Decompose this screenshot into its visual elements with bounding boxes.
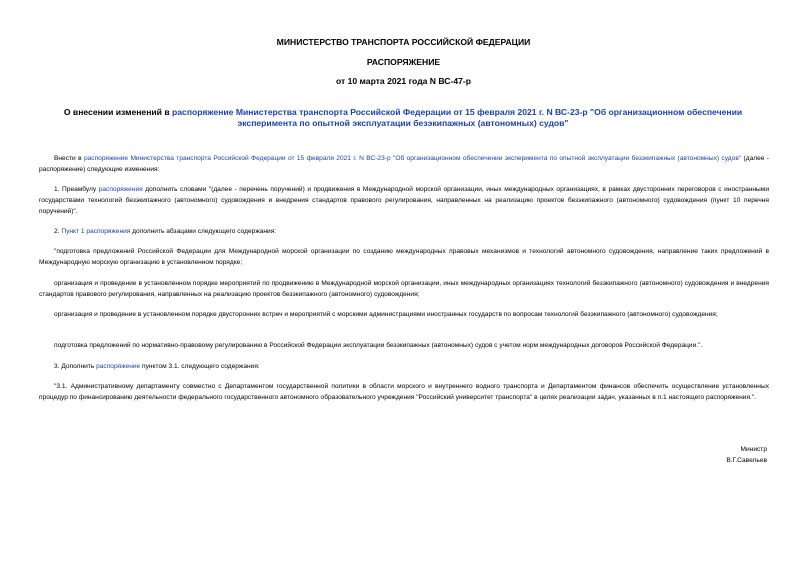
title-prefix: О внесении изменений в: [63, 107, 173, 117]
item-2-paragraph: [39, 226, 769, 237]
added-paragraph-4-text: подготовка предложений по нормативно-правовому регулированию в Российской Федерации эксплуатации безэкипажных (автономных) судов с учетом норм международных договоров Российской Федерации.".: [54, 342, 703, 349]
item-3-suffix: пунктом 3.1. следующего содержания:: [140, 363, 260, 370]
title-order-link[interactable]: распоряжение Министерства транспорта Российской Федерации от 15 февраля 2021 г. N ВС-23-р "Об организационном обеспечении эксперимента по опытной эксплуатации безэкипажных (автономных) судов": [172, 107, 743, 128]
item-3-paragraph: [39, 361, 769, 372]
added-paragraph-1: [39, 246, 769, 268]
intro-suffix: (далее - распоряжение) следующие изменения:: [39, 155, 770, 174]
added-paragraph-1-text: "подготовка предложений Российской Федерации для Международной морской организации по созданию международных правовых механизмов и технологий автономного судовождения, направление таких предложений в Международную морскую организацию в установленном порядке;: [39, 248, 769, 267]
item-3-link[interactable]: распоряжение: [96, 363, 141, 370]
added-paragraph-2: [39, 278, 769, 300]
signature-name: В.Г.Савельев: [726, 457, 767, 464]
added-paragraph-3-text: организация и проведение в установленном порядке двусторонних встреч и мероприятий с морскими администрациями иностранных государств по вопросам технологий безэкипажного (автономного) судовождения;: [54, 311, 718, 318]
intro-prefix: Внести в: [54, 155, 84, 162]
item-2-prefix: 2.: [54, 228, 62, 235]
document-type: РАСПОРЯЖЕНИЕ: [366, 57, 441, 67]
added-paragraph-2-text: организация и проведение в установленном порядке мероприятий по продвижению в Международной морской организации, иных международных организациях технологий безэкипажного (автономного) судовождения и внедрения стандартов правового регулирования, направленных на реализацию проектов безэкипажного (автономного) судовождения;: [39, 280, 769, 299]
item-1-paragraph: [39, 184, 769, 218]
item-1-prefix: 1. Преамбулу: [54, 186, 99, 193]
ministry-heading: МИНИСТЕРСТВО ТРАНСПОРТА РОССИЙСКОЙ ФЕДЕРАЦИИ: [276, 37, 531, 47]
intro-order-link[interactable]: распоряжение Министерства транспорта Российской Федерации от 15 февраля 2021 г. N ВС-23-р "Об организационном обеспечении эксперимента по опытной эксплуатации безэкипажных (автономных) судов": [83, 155, 742, 162]
item-3-text: "3.1. Административному департаменту совместно с Департаментом государственной политики в области морского и внутреннего водного транспорта и Департаментом финансов обеспечить осуществление установленных процедур по финансированию деятельности федерального государственного автономного образовательного учреждения "Российский университет транспорта" в целях реализации задач, указанных в п.1 настоящего распоряжения.".: [39, 383, 769, 402]
intro-paragraph: [39, 153, 769, 175]
added-paragraph-4: [39, 340, 769, 351]
document-title: [60, 107, 746, 129]
item-1-link[interactable]: распоряжения: [98, 186, 143, 193]
item-2-suffix: дополнить абзацами следующего содержания:: [130, 228, 277, 235]
document-date-number: от 10 марта 2021 года N ВС-47-р: [335, 76, 472, 86]
added-paragraph-3: [39, 309, 769, 320]
item-1-suffix: дополнить словами "(далее - перечень поручений) и продвижения в Международной морской организации, иных международных организациях, в рамках двусторонних переговоров с иностранными государствами технологий безэкипажного (автономного) судовождения и внедрения стандартов правового регулирования, направленных на реализацию проектов безэкипажного (автономного) судовождения (пункт 10 перечня поручений)".: [39, 186, 770, 216]
item-3-prefix: 3. Дополнить: [54, 363, 97, 370]
signature-position: Министр: [740, 446, 767, 453]
item-3-text-paragraph: [39, 381, 769, 403]
item-2-link[interactable]: Пункт 1 распоряжения: [61, 228, 131, 235]
